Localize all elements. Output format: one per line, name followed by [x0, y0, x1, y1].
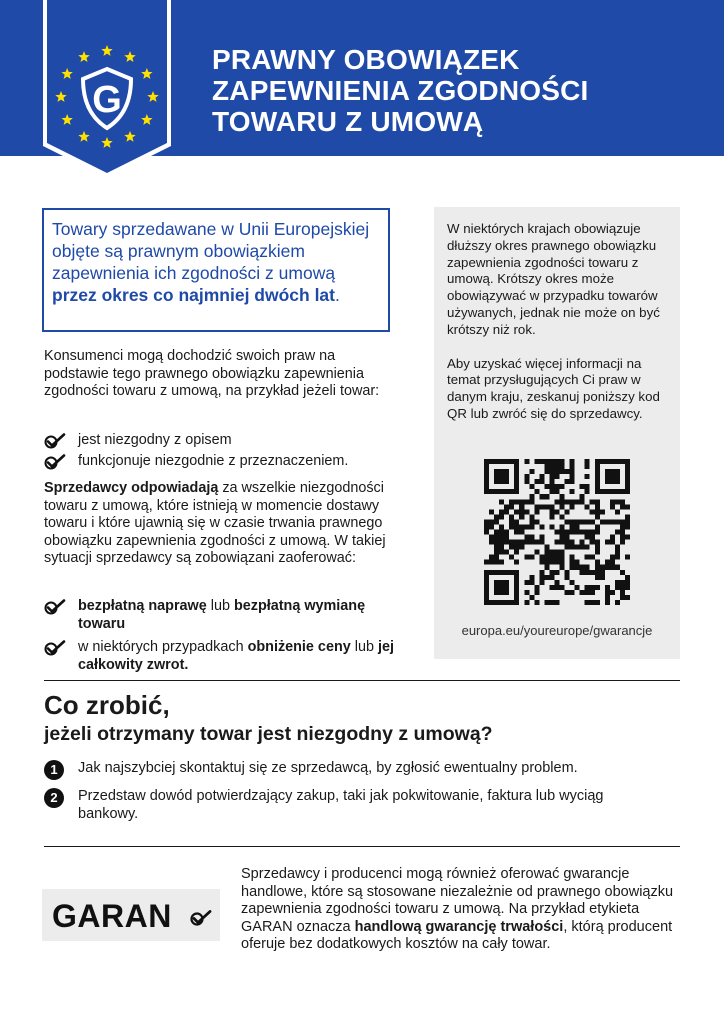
consumer-rights-text: Konsumenci mogą dochodzić swoich praw na podstawie tego prawnego obowiązku zapewnienia zgodności towaru z umową, na przykład jeżeli towar: [44, 348, 380, 400]
commercial-guarantee-text: Sprzedawcy i producenci mogą również oferować gwarancje handlowe, które są stosowane niezależnie od prawnego obowiązku zapewnienia zgodności towaru z umową. Na przykład etykieta GARAN oznacza handlową gwarancję trwałości, którą producent oferuje bez dodatkowych kosztów na cały towar. [241, 866, 674, 953]
step-text: Jak najszybciej skontaktuj się ze sprzedawcą, by zgłosić ewentualny problem. [78, 760, 578, 776]
sellers-text: Sprzedawcy odpowiadają za wszelkie niezgodności towaru z umową, które istnieją w momencie dostawy towaru i które ujawnią się w czasie trwania prawnego obowiązku zapewnienia zgodności z umową. W takiej sytuacji sprzedawcy są zobowiązani zaoferować: [44, 480, 386, 567]
list-item [44, 788, 684, 823]
section-title: Co zrobić, [44, 690, 170, 720]
logo-letter: G [92, 79, 122, 121]
info-link[interactable]: europa.eu/youreurope/gwarancje [461, 623, 653, 638]
eu-guarantee-logo [43, 0, 171, 178]
step-number-badge: 2 [44, 788, 64, 808]
page-title: PRAWNY OBOWIĄZEK ZAPEWNIENIA ZGODNOŚCI TOWARU Z UMOWĄ [212, 44, 589, 137]
garan-logo: GARAN [52, 898, 172, 934]
qr-code[interactable] [484, 459, 630, 605]
intro-box: Towary sprzedawane w Unii Europejskiej objęte są prawnym obowiązkiem zapewnienia ich zgodności z umową przez okres co najmniej dwóch lat. [42, 208, 390, 332]
check-icon [44, 454, 66, 470]
divider [44, 680, 680, 681]
sidebar-paragraph: W niektórych krajach obowiązuje dłuższy okres prawnego obowiązku zapewnienia zgodności towaru z umową. Krótszy okres może obowiązywać w przypadku towarów używanych, jednak nie może on być krótszy niż rok. [447, 221, 660, 337]
list-item: funkcjonuje niezgodnie z przeznaczeniem. [44, 453, 399, 471]
sidebar-paragraph: Aby uzyskać więcej informacji na temat przysługujących Ci praw w danym kraju, zeskanuj poniższy kod QR lub zwróć się do sprzedawcy. [447, 355, 660, 421]
seller-remedies-list [44, 598, 399, 680]
divider [44, 846, 680, 847]
step-number-badge: 1 [44, 760, 64, 780]
check-icon [44, 599, 66, 615]
list-item: jest niezgodny z opisem [44, 432, 399, 450]
list-item [44, 760, 684, 780]
nonconformity-list [44, 432, 399, 473]
list-item: bezpłatną naprawę lub bezpłatną wymianę towaru [44, 598, 399, 633]
check-icon [44, 640, 66, 656]
garan-label [42, 889, 220, 941]
check-icon [190, 909, 212, 927]
check-icon [44, 433, 66, 449]
info-sidebar [434, 207, 680, 659]
list-item: w niektórych przypadkach obniżenie ceny lub jej całkowity zwrot. [44, 639, 399, 674]
step-text: Przedstaw dowód potwierdzający zakup, taki jak pokwitowanie, faktura lub wyciąg bankowy. [78, 788, 604, 822]
section-subtitle: jeżeli otrzymany towar jest niezgodny z umową? [44, 723, 493, 745]
steps-list [44, 760, 684, 831]
